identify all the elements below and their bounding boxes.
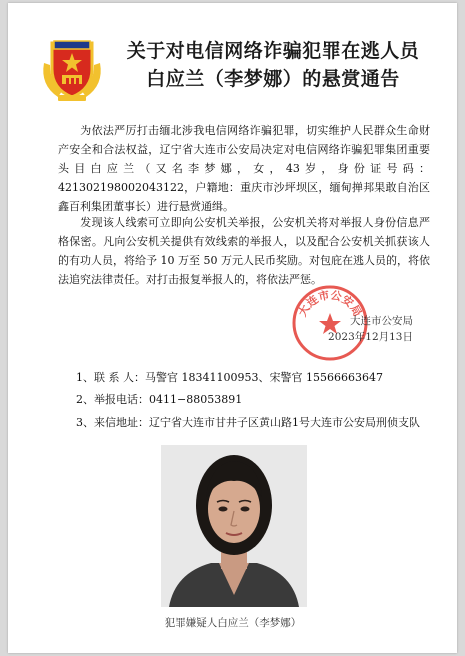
seal-text: 大连市公安局 [295, 288, 365, 319]
contact-persons: 1、联 系 人：马警官 18341100953、宋警官 15566663647 [76, 371, 383, 384]
notice-document [8, 3, 457, 653]
paragraph-1 [58, 121, 430, 216]
suspect-photo [161, 445, 307, 607]
title-line-2: 白应兰（李梦娜）的悬赏通告 [146, 68, 400, 90]
photo-caption: 犯罪嫌疑人白应兰（李梦娜） [164, 617, 302, 629]
police-emblem-icon [38, 33, 106, 103]
title-line-1: 关于对电信网络诈骗犯罪在逃人员 [126, 40, 420, 62]
paragraph-2 [58, 213, 430, 289]
notice-title [108, 37, 438, 93]
mail-address: 3、来信地址：辽宁省大连市甘井子区黄山路1号大连市公安局刑侦支队 [76, 416, 420, 429]
signature-date: 2023年12月13日 [328, 331, 413, 343]
paragraph-1-text: 为依法严厉打击缅北涉我电信网络诈骗犯罪，切实维护人民群众生命财产安全和合法权益，辽宁省大连市公安局决定对电信网络诈骗犯罪集团重要头目白应兰（又名李梦娜，女，43岁，身份证号码：421302198002043122，户籍地：重庆市沙坪坝区，缅甸掸邦果敢自治区鑫百利集团董事长）进行悬赏通缉。 [58, 124, 430, 213]
signature-org: 大连市公安局 [350, 315, 413, 327]
paragraph-2-text: 发现该人线索可立即向公安机关举报，公安机关将对举报人身份信息严格保密。凡向公安机关提供有效线索的举报人，以及配合公安机关抓获该人的有功人员，将给予 10 万至 50 万元人民币奖励。对包庇在逃人员的，将依法追究法律责任。对打击报复举报人的，将依法严惩。 [58, 216, 430, 286]
report-phone: 2、举报电话：0411−88053891 [76, 393, 243, 406]
